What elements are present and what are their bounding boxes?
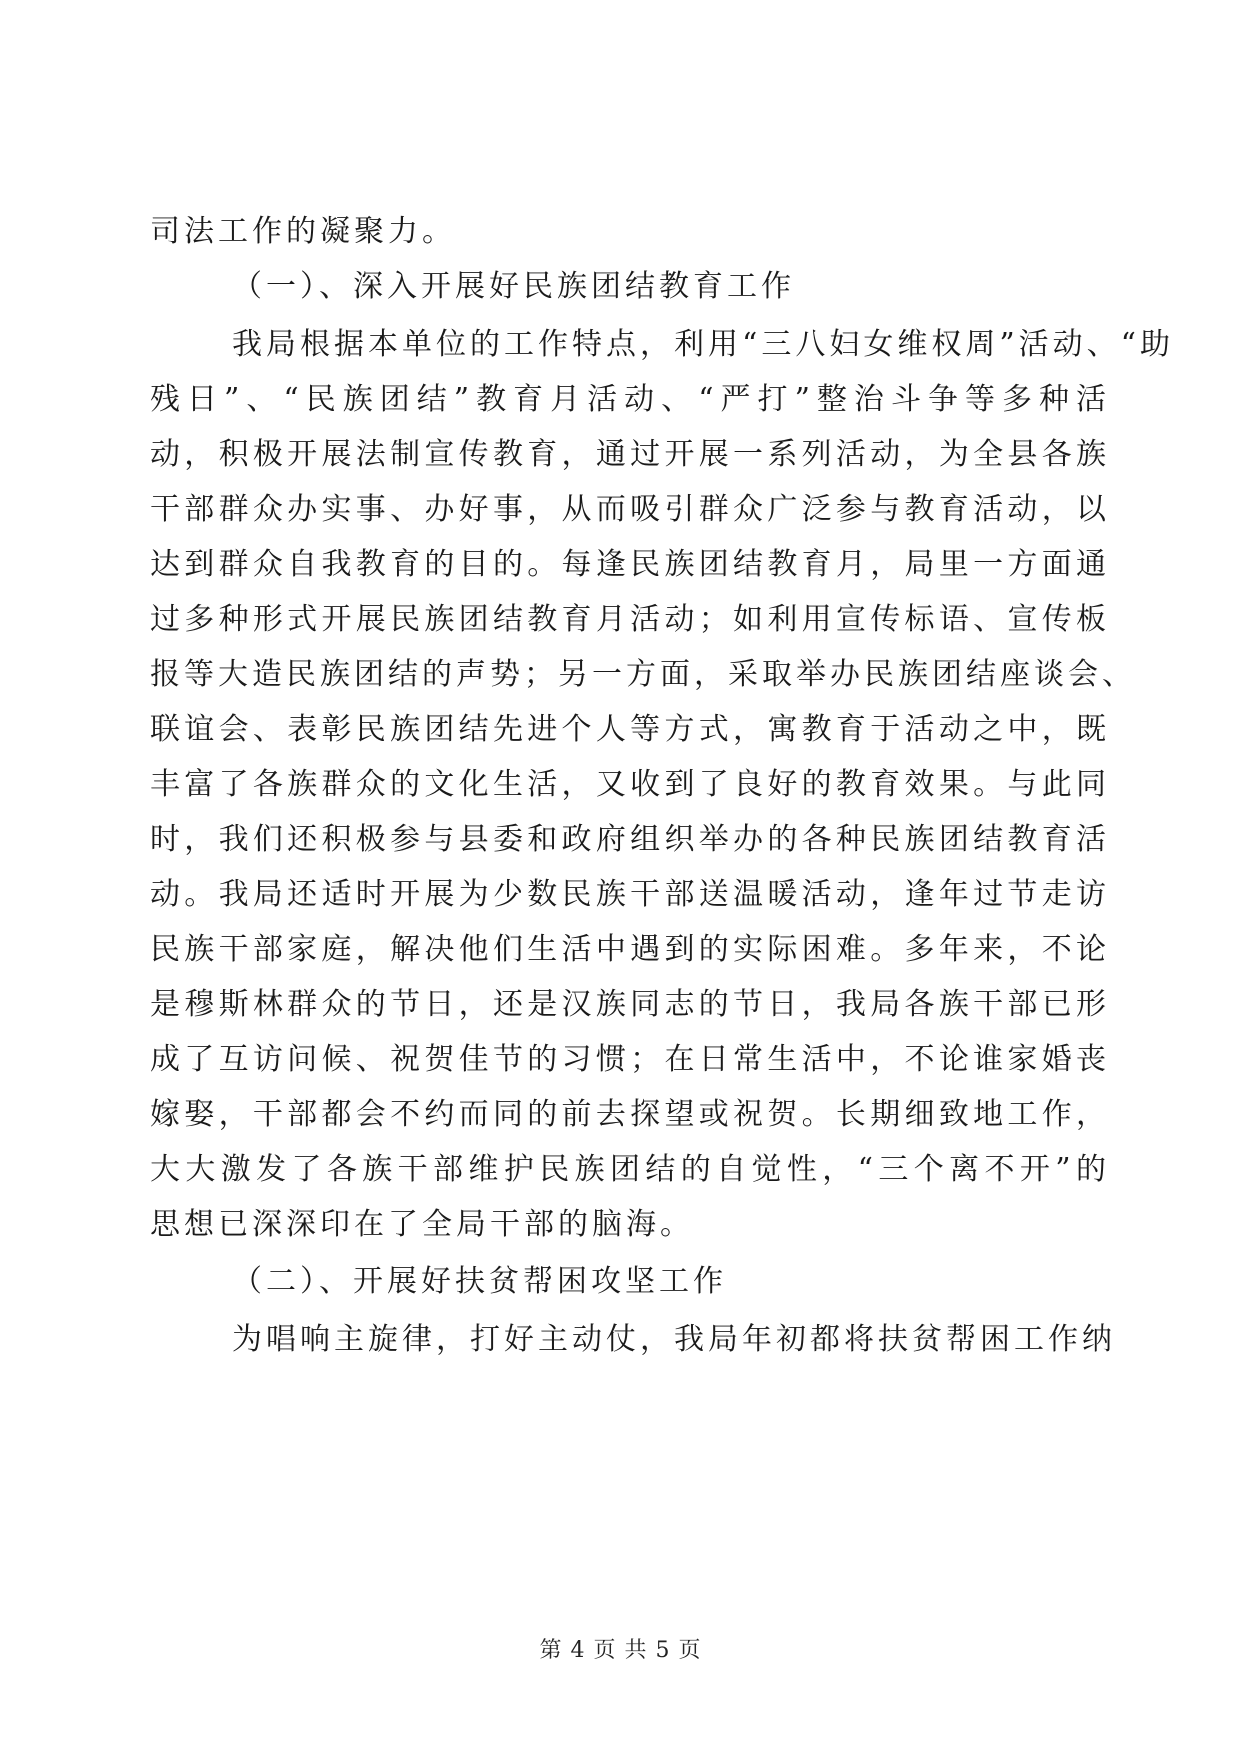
section-heading: （一）、深入开展好民族团结教育工作: [232, 269, 795, 304]
paragraph-line: 为唱响主旋律，打好主动仗，我局年初都将扶贫帮困工作纳: [232, 1322, 1116, 1357]
page-number-footer: 第 4 页 共 5 页: [539, 1638, 702, 1663]
paragraph-line: 大大激发了各族干部维护民族团结的自觉性，“三个离不开”的: [150, 1152, 1110, 1187]
paragraph-line: 过多种形式开展民族团结教育月活动；如利用宣传标语、宣传板: [150, 602, 1110, 637]
paragraph-line: 思想已深深印在了全局干部的脑海。: [150, 1207, 694, 1242]
paragraph-line: 动，积极开展法制宣传教育，通过开展一系列活动，为全县各族: [150, 437, 1110, 472]
section-heading: （二）、开展好扶贫帮困攻坚工作: [232, 1264, 727, 1299]
paragraph-line: 是穆斯林群众的节日，还是汉族同志的节日，我局各族干部已形: [150, 987, 1110, 1022]
paragraph-line: 残日”、“民族团结”教育月活动、“严打”整治斗争等多种活: [150, 382, 1110, 417]
paragraph-line: 民族干部家庭，解决他们生活中遇到的实际困难。多年来，不论: [150, 932, 1110, 967]
paragraph-line: 达到群众自我教育的目的。每逢民族团结教育月，局里一方面通: [150, 547, 1110, 582]
paragraph-line: 干部群众办实事、办好事，从而吸引群众广泛参与教育活动，以: [150, 492, 1110, 527]
paragraph-line: 时，我们还积极参与县委和政府组织举办的各种民族团结教育活: [150, 822, 1110, 857]
paragraph-line: 联谊会、表彰民族团结先进个人等方式，寓教育于活动之中，既: [150, 712, 1110, 747]
paragraph-line: 嫁娶，干部都会不约而同的前去探望或祝贺。长期细致地工作，: [150, 1097, 1110, 1132]
paragraph-line: 报等大造民族团结的声势；另一方面，采取举办民族团结座谈会、: [150, 657, 1136, 692]
paragraph-line: 动。我局还适时开展为少数民族干部送温暖活动，逢年过节走访: [150, 877, 1110, 912]
paragraph-line: 成了互访问候、祝贺佳节的习惯；在日常生活中，不论谁家婚丧: [150, 1042, 1110, 1077]
paragraph-line: 司法工作的凝聚力。: [150, 214, 456, 249]
paragraph-line: 丰富了各族群众的文化生活，又收到了良好的教育效果。与此同: [150, 767, 1110, 802]
paragraph-line: 我局根据本单位的工作特点，利用“三八妇女维权周”活动、“助: [232, 327, 1175, 362]
